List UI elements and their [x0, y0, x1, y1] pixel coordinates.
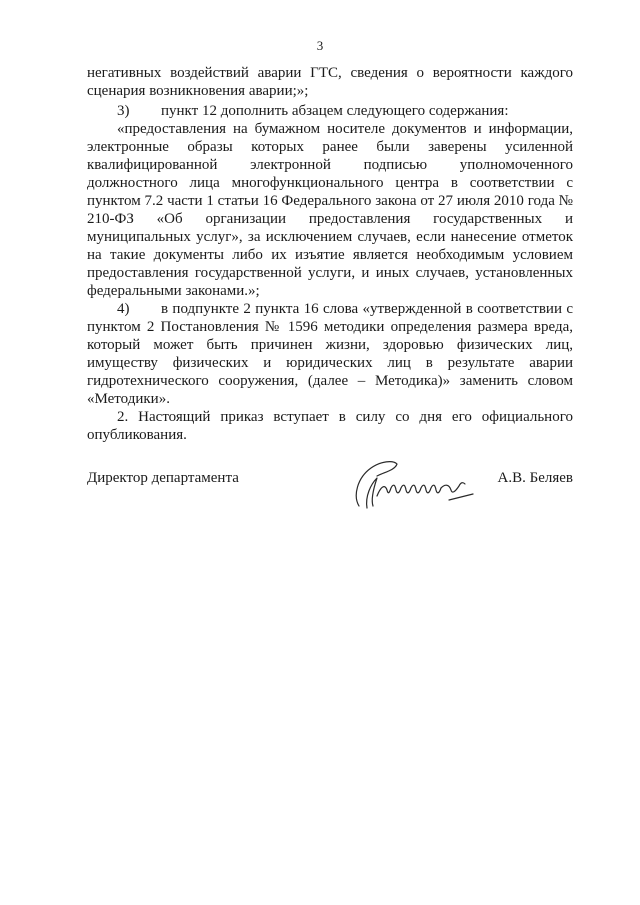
- signatory-name: А.В. Беляев: [497, 470, 573, 486]
- paragraph-final: 2. Настоящий приказ вступает в силу со дня его официального опубликования.: [87, 409, 573, 443]
- item-4-text: в подпункте 2 пункта 16 слова «утвержденной в соответствии с пунктом 2 Постановления № 1596 методики определения размера вреда, который может быть причинен жизни, здоровью физических лиц, имуществу физических и юридических лиц в результате аварии гидротехнического сооружения, (далее – Методика)» заменить словом «Методики».: [87, 301, 573, 407]
- item-3-text: пункт 12 дополнить абзацем следующего содержания:: [161, 103, 509, 119]
- handwritten-signature: [349, 456, 477, 512]
- page-number: 3: [316, 38, 324, 53]
- paragraph-item-4: [87, 300, 573, 408]
- item-4-number: 4): [117, 301, 130, 317]
- document-body: [87, 64, 573, 444]
- paragraph-item-3: [87, 102, 573, 120]
- item-3-number: 3): [117, 103, 130, 119]
- paragraph-quote: «предоставления на бумажном носителе документов и информации, электронные образы которых ранее были заверены усиленной квалифицированной электронной подписью уполномоченного должностного лица многофункционального центра в соответствии с пунктом 7.2 части 1 статьи 16 Федерального закона от 27 июля 2010 года № 210-ФЗ «Об организации предоставления государственных и муниципальных услуг», за исключением случаев, если нанесение отметок на такие документы либо их изъятие является необходимым условием предоставления государственной услуги, и иных случаев, установленных федеральными законами.»;: [87, 121, 573, 299]
- signatory-position: Директор департамента: [87, 470, 239, 486]
- paragraph-continuation: негативных воздействий аварии ГТС, сведения о вероятности каждого сценария возникновения аварии;»;: [87, 65, 573, 99]
- signature-block: [87, 456, 573, 516]
